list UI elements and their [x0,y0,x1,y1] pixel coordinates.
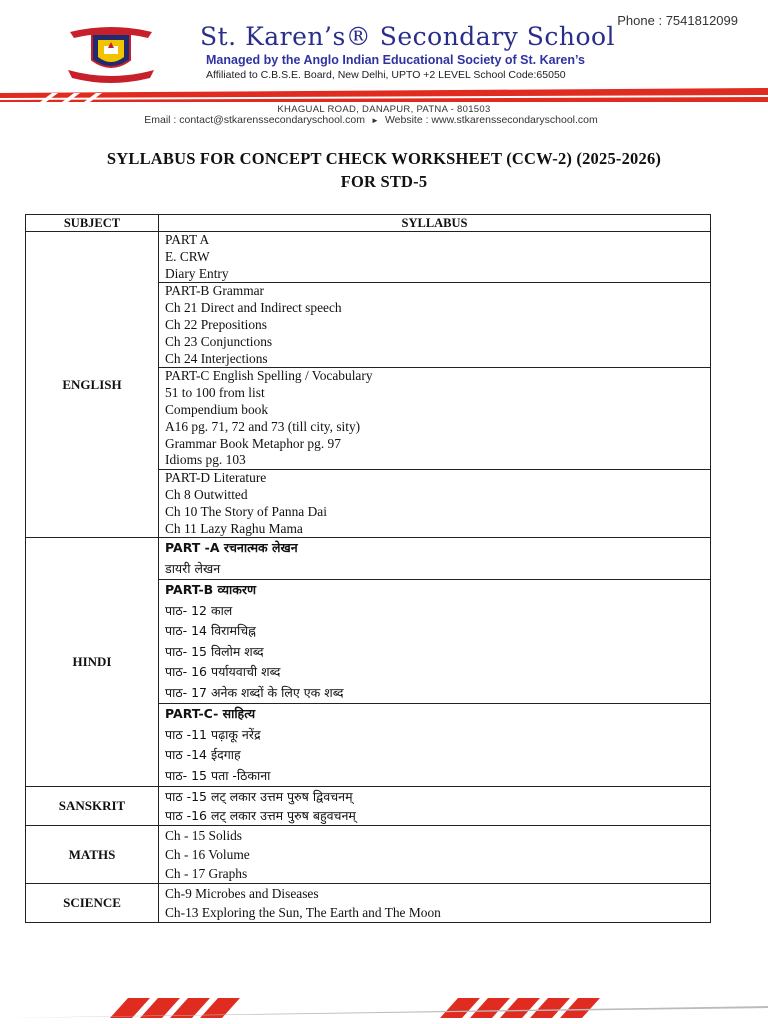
sanskrit-syllabus [159,787,711,826]
table-row [26,884,711,923]
table-row [26,787,711,826]
syllabus-line: Ch 8 Outwitted [165,486,248,502]
syllabus-line: Diary Entry [165,265,229,281]
syllabus-line: Ch - 17 Graphs [165,866,248,882]
subject-maths: MATHS [26,826,159,884]
syllabus-line: Idioms pg. 103 [165,452,246,468]
contact-line [0,114,742,126]
syllabus-line: पाठ- 17 अनेक शब्दों के लिए एक शब्द [165,684,344,700]
table-row [26,538,711,580]
syllabus-line: A16 pg. 71, 72 and 73 (till city, sity) [165,418,361,434]
document-subtitle: FOR STD-5 [340,172,428,191]
syllabus-line: Ch - 16 Volume [165,847,250,863]
syllabus-line: पाठ- 15 पता -ठिकाना [165,767,271,783]
email-text: Email : contact@stkarenssecondaryschool.com [144,114,366,126]
english-part-b [159,283,711,368]
hindi-part-b [159,580,711,704]
subject-english: ENGLISH [26,232,159,538]
hindi-part-a [159,538,711,580]
syllabus-line: 51 to 100 from list [165,385,265,401]
managed-by-line: Managed by the Anglo Indian Educational Society of St. Karen’s [206,53,585,67]
syllabus-line: पाठ- 14 विरामचिह्न [165,623,256,639]
science-syllabus [159,884,711,923]
syllabus-line: पाठ- 16 पर्यायवाची शब्द [165,664,281,680]
subject-hindi: HINDI [26,538,159,787]
maths-syllabus [159,826,711,884]
document-title: SYLLABUS FOR CONCEPT CHECK WORKSHEET (CCW-2) (2025-2026) [106,149,662,168]
school-crest-logo [62,24,160,86]
syllabus-line: पाठ- 15 विलोम शब्द [165,643,264,659]
syllabus-line: पाठ -11 पढ़ाकू नरेंद्र [165,726,261,742]
syllabus-heading: PART-B व्याकरण [165,582,257,598]
syllabus-line: Ch 11 Lazy Raghu Mama [165,520,303,536]
syllabus-header: SYLLABUS [159,215,711,232]
header-decorative-stripe [0,84,768,102]
syllabus-heading: PART -A रचनात्मक लेखन [165,540,298,556]
syllabus-line: Ch 24 Interjections [165,350,268,366]
syllabus-line: Ch-9 Microbes and Diseases [165,886,319,902]
english-part-d [159,470,711,538]
syllabus-line: Ch 23 Conjunctions [165,333,273,349]
table-row [26,232,711,283]
english-part-a [159,232,711,283]
syllabus-line: PART A [165,232,210,247]
syllabus-line: पाठ -16 लट् लकार उत्तम पुरुष बहुवचनम् [165,808,356,824]
syllabus-line: पाठ -14 ईदगाह [165,747,241,763]
table-row [26,826,711,884]
syllabus-line: PART-D Literature [165,470,267,486]
syllabus-line: पाठ -15 लट् लकार उत्तम पुरुष द्विवचनम् [165,789,353,805]
syllabus-line: Ch 22 Prepositions [165,316,267,332]
subject-header: SUBJECT [26,215,159,232]
syllabus-line: डायरी लेखन [165,560,221,576]
syllabus-line: Ch - 15 Solids [165,828,243,844]
syllabus-line: Grammar Book Metaphor pg. 97 [165,435,341,451]
syllabus-line: Ch-13 Exploring the Sun, The Earth and The Moon [165,905,441,921]
school-name: St. Karen’s® Secondary School [200,22,616,51]
school-address: KHAGUAL ROAD, DANAPUR, PATNA - 801503 [277,104,491,115]
syllabus-line: PART-C English Spelling / Vocabulary [165,368,373,384]
syllabus-line: Ch 21 Direct and Indirect speech [165,300,342,316]
syllabus-line: PART-B Grammar [165,283,265,299]
syllabus-line: Ch 10 The Story of Panna Dai [165,503,327,519]
syllabus-heading: PART-C- साहित्य [165,706,256,722]
affiliation-line: Affiliated to C.B.S.E. Board, New Delhi, UPTO +2 LEVEL School Code:65050 [206,69,566,81]
syllabus-line: Compendium book [165,401,269,417]
table-header-row [26,215,711,232]
separator-icon: ► [371,116,379,125]
syllabus-line: E. CRW [165,248,210,264]
footer-decorative-stripe [0,998,768,1018]
english-part-c [159,368,711,470]
subject-sanskrit: SANSKRIT [26,787,159,826]
hindi-part-c [159,704,711,787]
website-text: Website : www.stkarenssecondaryschool.com [384,114,598,126]
subject-science: SCIENCE [26,884,159,923]
phone-number: Phone : 7541812099 [617,13,738,28]
syllabus-line: पाठ- 12 काल [165,602,233,618]
syllabus-table [25,214,711,923]
